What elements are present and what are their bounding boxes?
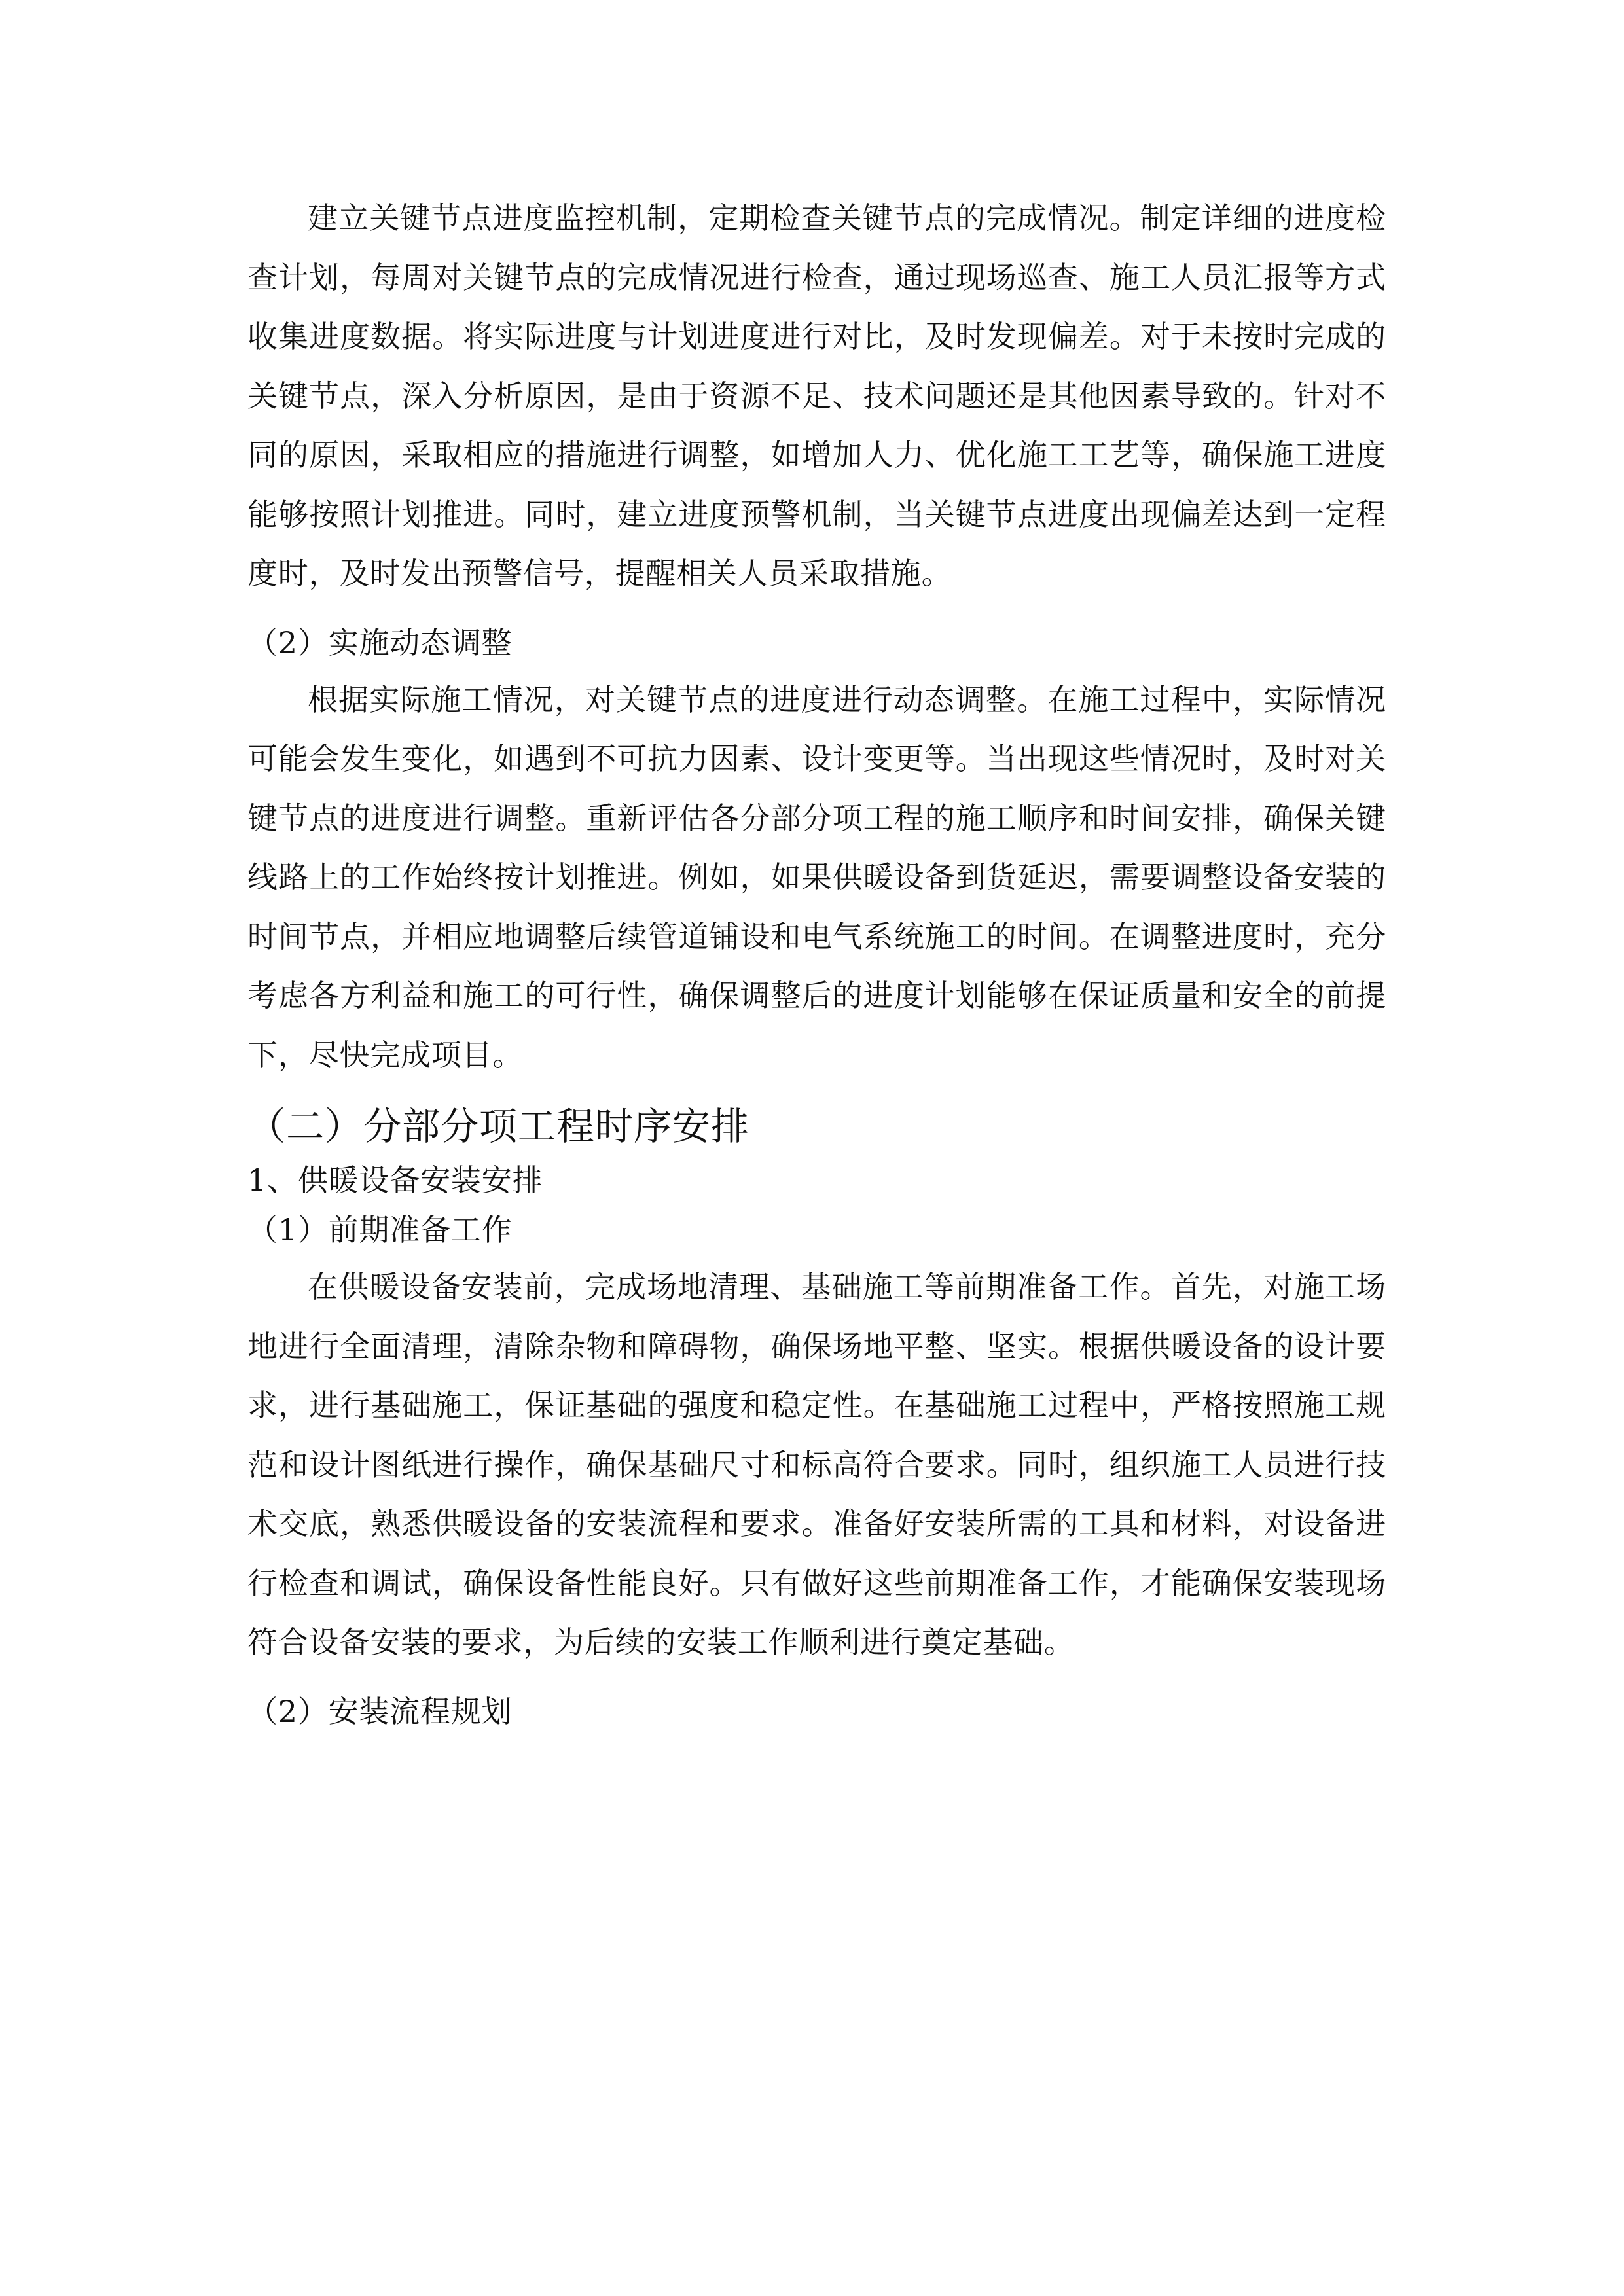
heading-installation-flow: （2）安装流程规划 [247, 1693, 513, 1729]
subsection-title: 1、供暖设备安装安排 [247, 1162, 543, 1198]
paragraph-preparation: 在供暖设备安装前，完成场地清理、基础施工等前期准备工作。首先，对施工场地进行全面清理，清除杂物和障碍物，确保场地平整、坚实。根据供暖设备的设计要求，进行基础施工，保证基础的强度和稳定性。在基础施工过程中，严格按照施工规范和设计图纸进行操作，确保基础尺寸和标高符合要求。同时，组织施工人员进行技术交底，熟悉供暖设备的安装流程和要求。准备好安装所需的工具和材料，对设备进行检查和调试，确保设备性能良好。只有做好这些前期准备工作，才能确保安装现场符合设备安装的要求，为后续的安装工作顺利进行奠定基础。 [247, 1269, 1386, 1660]
paragraph-dynamic-adjustment: 根据实际施工情况，对关键节点的进度进行动态调整。在施工过程中，实际情况可能会发生变化，如遇到不可抗力因素、设计变更等。当出现这些情况时，及时对关键节点的进度进行调整。重新评估各分部分项工程的施工顺序和时间安排，确保关键线路上的工作始终按计划推进。例如，如果供暖设备到货延迟，需要调整设备安装的时间节点，并相应地调整后续管道铺设和电气系统施工的时间。在调整进度时，充分考虑各方利益和施工的可行性，确保调整后的进度计划能够在保证质量和安全的前提下，尽快完成项目。 [247, 681, 1386, 1073]
spacer [247, 603, 1386, 618]
document-page [247, 188, 1386, 1735]
heading-dynamic-adjustment: （2）实施动态调整 [247, 624, 513, 660]
spacer [247, 1672, 1386, 1687]
section-title: （二）分部分项工程时序安排 [247, 1104, 750, 1149]
paragraph-progress-monitoring: 建立关键节点进度监控机制，定期检查关键节点的完成情况。制定详细的进度检查计划，每周对关键节点的完成情况进行检查，通过现场巡查、施工人员汇报等方式收集进度数据。将实际进度与计划进度进行对比，及时发现偏差。对于未按时完成的关键节点，深入分析原因，是由于资源不足、技术问题还是其他因素导致的。针对不同的原因，采取相应的措施进行调整，如增加人力、优化施工工艺等，确保施工进度能够按照计划推进。同时，建立进度预警机制，当关键节点进度出现偏差达到一定程度时，及时发出预警信号，提醒相关人员采取措施。 [247, 200, 1386, 591]
heading-preparation: （1）前期准备工作 [247, 1212, 513, 1247]
